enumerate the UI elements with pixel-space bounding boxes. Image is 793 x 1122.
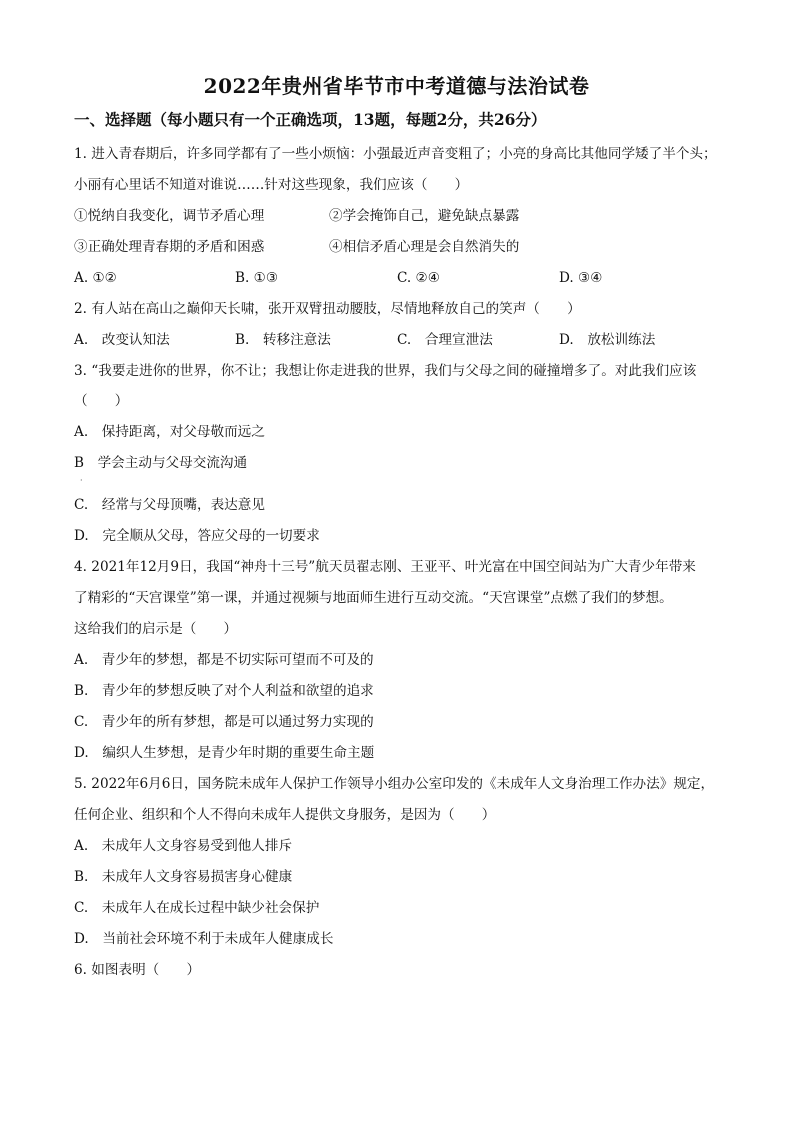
q5-option-b: B. 未成年人文身容易损害身心健康 xyxy=(74,869,293,885)
q4-stem-line-2: 了精彩的“天宫课堂”第一课，并通过视频与地面师生进行互动交流。“天宫课堂”点燃了我们的梦想。 xyxy=(74,590,673,606)
q5-option-d: D. 当前社会环境不利于未成年人健康成长 xyxy=(74,931,334,947)
q6-stem: 6. 如图表明（ ） xyxy=(74,962,201,978)
q2-option-b: B. 转移注意法 xyxy=(235,332,331,348)
q2-option-a: A. 改变认知法 xyxy=(74,332,170,348)
q2-stem: 2. 有人站在高山之巅仰天长啸，张开双臂扭动腰肢，尽情地释放自己的笑声（ ） xyxy=(74,301,581,317)
q1-statement-4: ④相信矛盾心理是会自然消失的 xyxy=(329,239,520,255)
q1-option-a: A. ①② xyxy=(74,270,117,286)
q1-stem-line-1: 1. 进入青春期后，许多同学都有了一些小烦恼：小强最近声音变粗了；小亮的身高比其他同学矮了半个头； xyxy=(74,146,717,162)
q3-option-a: A. 保持距离，对父母敬而远之 xyxy=(74,424,265,440)
q5-stem-line-2: 任何企业、组织和个人不得向未成年人提供文身服务，是因为（ ） xyxy=(74,807,496,823)
q4-option-a: A. 青少年的梦想，都是不切实际可望而不可及的 xyxy=(74,652,374,668)
q1-statement-2: ②学会掩饰自己，避免缺点暴露 xyxy=(329,208,520,224)
page-title: 2022年贵州省毕节市中考道德与法治试卷 xyxy=(203,74,590,98)
q1-option-d: D. ③④ xyxy=(559,270,603,286)
section-heading: 一、选择题（每小题只有一个正确选项，13题，每题2分，共26分） xyxy=(74,110,547,129)
q2-option-d: D. 放松训练法 xyxy=(559,332,656,348)
q3-stem-line-1: 3. “我要走进你的世界，你不让；我想让你走进我的世界，我们与父母之间的碰撞增多了。对此我们应该 xyxy=(74,363,697,379)
q1-option-b: B. ①③ xyxy=(235,270,279,286)
q1-statement-1: ①悦纳自我变化，调节矛盾心理 xyxy=(74,208,265,224)
q4-stem-line-3: 这给我们的启示是（ ） xyxy=(74,621,238,637)
q5-option-a: A. 未成年人文身容易受到他人排斥 xyxy=(74,838,293,854)
q4-stem-line-1: 4. 2021年12月9日，我国“神舟十三号”航天员翟志刚、王亚平、叶光富在中国空间站为广大青少年带来 xyxy=(74,559,696,575)
q3-option-c: C. 经常与父母顶嘴，表达意见 xyxy=(74,497,265,513)
q5-option-c: C. 未成年人在成长过程中缺少社会保护 xyxy=(74,900,320,916)
q3-stem-line-2: （ ） xyxy=(74,393,129,409)
q2-option-c: C. 合理宣泄法 xyxy=(397,332,493,348)
stray-dot-mark: · xyxy=(80,476,83,485)
q4-option-d: D. 编织人生梦想，是青少年时期的重要生命主题 xyxy=(74,745,375,761)
q3-option-b: B 学会主动与父母交流沟通 xyxy=(74,455,248,471)
q4-option-c: C. 青少年的所有梦想，都是可以通过努力实现的 xyxy=(74,714,374,730)
q1-statement-3: ③正确处理青春期的矛盾和困惑 xyxy=(74,239,265,255)
q4-option-b: B. 青少年的梦想反映了对个人利益和欲望的追求 xyxy=(74,683,374,699)
q5-stem-line-1: 5. 2022年6月6日，国务院未成年人保护工作领导小组办公室印发的《未成年人文身治理工作办法》规定， xyxy=(74,776,715,792)
q3-option-d: D. 完全顺从父母，答应父母的一切要求 xyxy=(74,528,320,544)
q1-option-c: C. ②④ xyxy=(397,270,440,286)
q1-stem-line-2: 小丽有心里话不知道对谁说……针对这些现象，我们应该（ ） xyxy=(74,177,469,193)
